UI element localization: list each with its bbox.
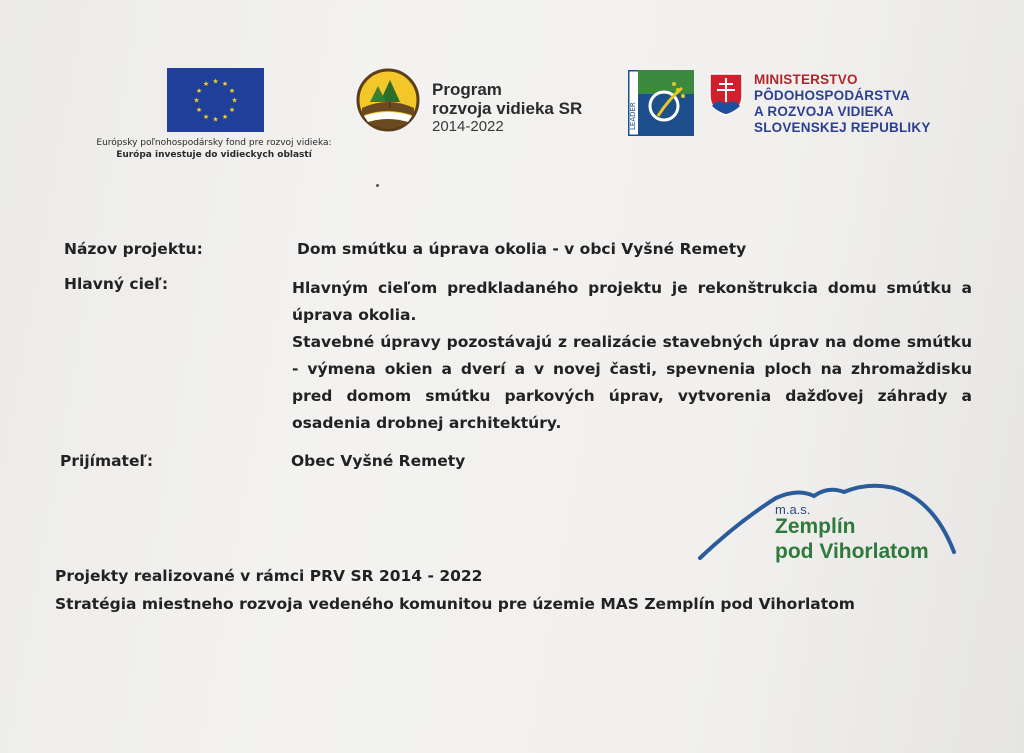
eu-star-icon: ★ <box>202 112 210 121</box>
ministry-title <box>754 72 931 136</box>
ministry-line1: MINISTERSTVO <box>754 72 858 87</box>
eu-star-icon: ★ <box>228 106 236 114</box>
eu-star-icon: ★ <box>195 87 203 95</box>
prv-line3: 2014-2022 <box>432 118 504 135</box>
prv-line1: Program <box>432 80 502 99</box>
recipient-value: Obec Vyšné Remety <box>291 452 466 470</box>
slovak-crest-icon <box>708 72 744 116</box>
eu-star-icon: ★ <box>221 80 229 89</box>
goal-paragraph-1: Hlavným cieľom predkladaného projektu je rekonštrukcia domu smútku a úprava okolia. <box>292 279 972 324</box>
eu-star-icon: ★ <box>221 112 229 121</box>
eu-star-icon: ★ <box>228 87 236 95</box>
eu-flag-logo <box>167 68 264 132</box>
mas-small-label: m.a.s. <box>775 502 811 517</box>
eu-star-icon: ★ <box>212 115 219 124</box>
decorative-dot <box>376 184 379 187</box>
goal-label: Hlavný cieľ: <box>64 275 169 293</box>
project-name-label: Názov projektu: <box>64 240 203 258</box>
leader-text: LEADER <box>629 102 637 130</box>
goal-paragraph-2: Stavebné úpravy pozostávajú z realizácie stavebných úprav na dome smútku - výmena okien a dverí a v novej časti, spevnenia ploch na zhromaždisku pred domom smútku parkových úprav, vytvorenia dažďovej záhrady a osadenia drobnej architektúry. <box>292 333 972 432</box>
project-name-value: Dom smútku a úprava okolia - v obci Vyšné Remety <box>297 240 747 258</box>
footer-line2: Stratégia miestneho rozvoja vedeného komunitou pre územie MAS Zemplín pod Vihorlatom <box>55 595 855 613</box>
eu-star-icon: ★ <box>195 106 203 114</box>
mas-line2: pod Vihorlatom <box>775 540 929 563</box>
eu-stars-icon <box>167 68 264 132</box>
ministry-line2: PÔDOHOSPODÁRSTVA <box>754 88 910 103</box>
eu-caption-line2: Európa investuje do vidieckych oblastí <box>116 150 312 160</box>
leader-logo-icon <box>628 70 694 136</box>
prv-title <box>432 80 582 136</box>
prv-emblem-icon <box>356 68 420 132</box>
eu-star-icon: ★ <box>202 80 210 89</box>
ministry-line4: SLOVENSKEJ REPUBLIKY <box>754 120 931 135</box>
eu-caption-line1: Európsky poľnohospodársky fond pre rozvoj vidieka: <box>96 138 332 148</box>
recipient-label: Prijímateľ: <box>60 452 154 470</box>
ministry-line3: A ROZVOJA VIDIEKA <box>754 104 894 119</box>
eu-caption <box>92 137 336 161</box>
mas-line1: Zemplín <box>775 515 856 538</box>
prv-line2: rozvoja vidieka SR <box>432 99 583 118</box>
goal-text <box>292 275 972 437</box>
footer-line1: Projekty realizované v rámci PRV SR 2014 - 2022 <box>55 567 483 585</box>
eu-star-icon: ★ <box>212 77 219 86</box>
eu-star-icon: ★ <box>193 96 200 105</box>
eu-star-icon: ★ <box>231 96 238 105</box>
